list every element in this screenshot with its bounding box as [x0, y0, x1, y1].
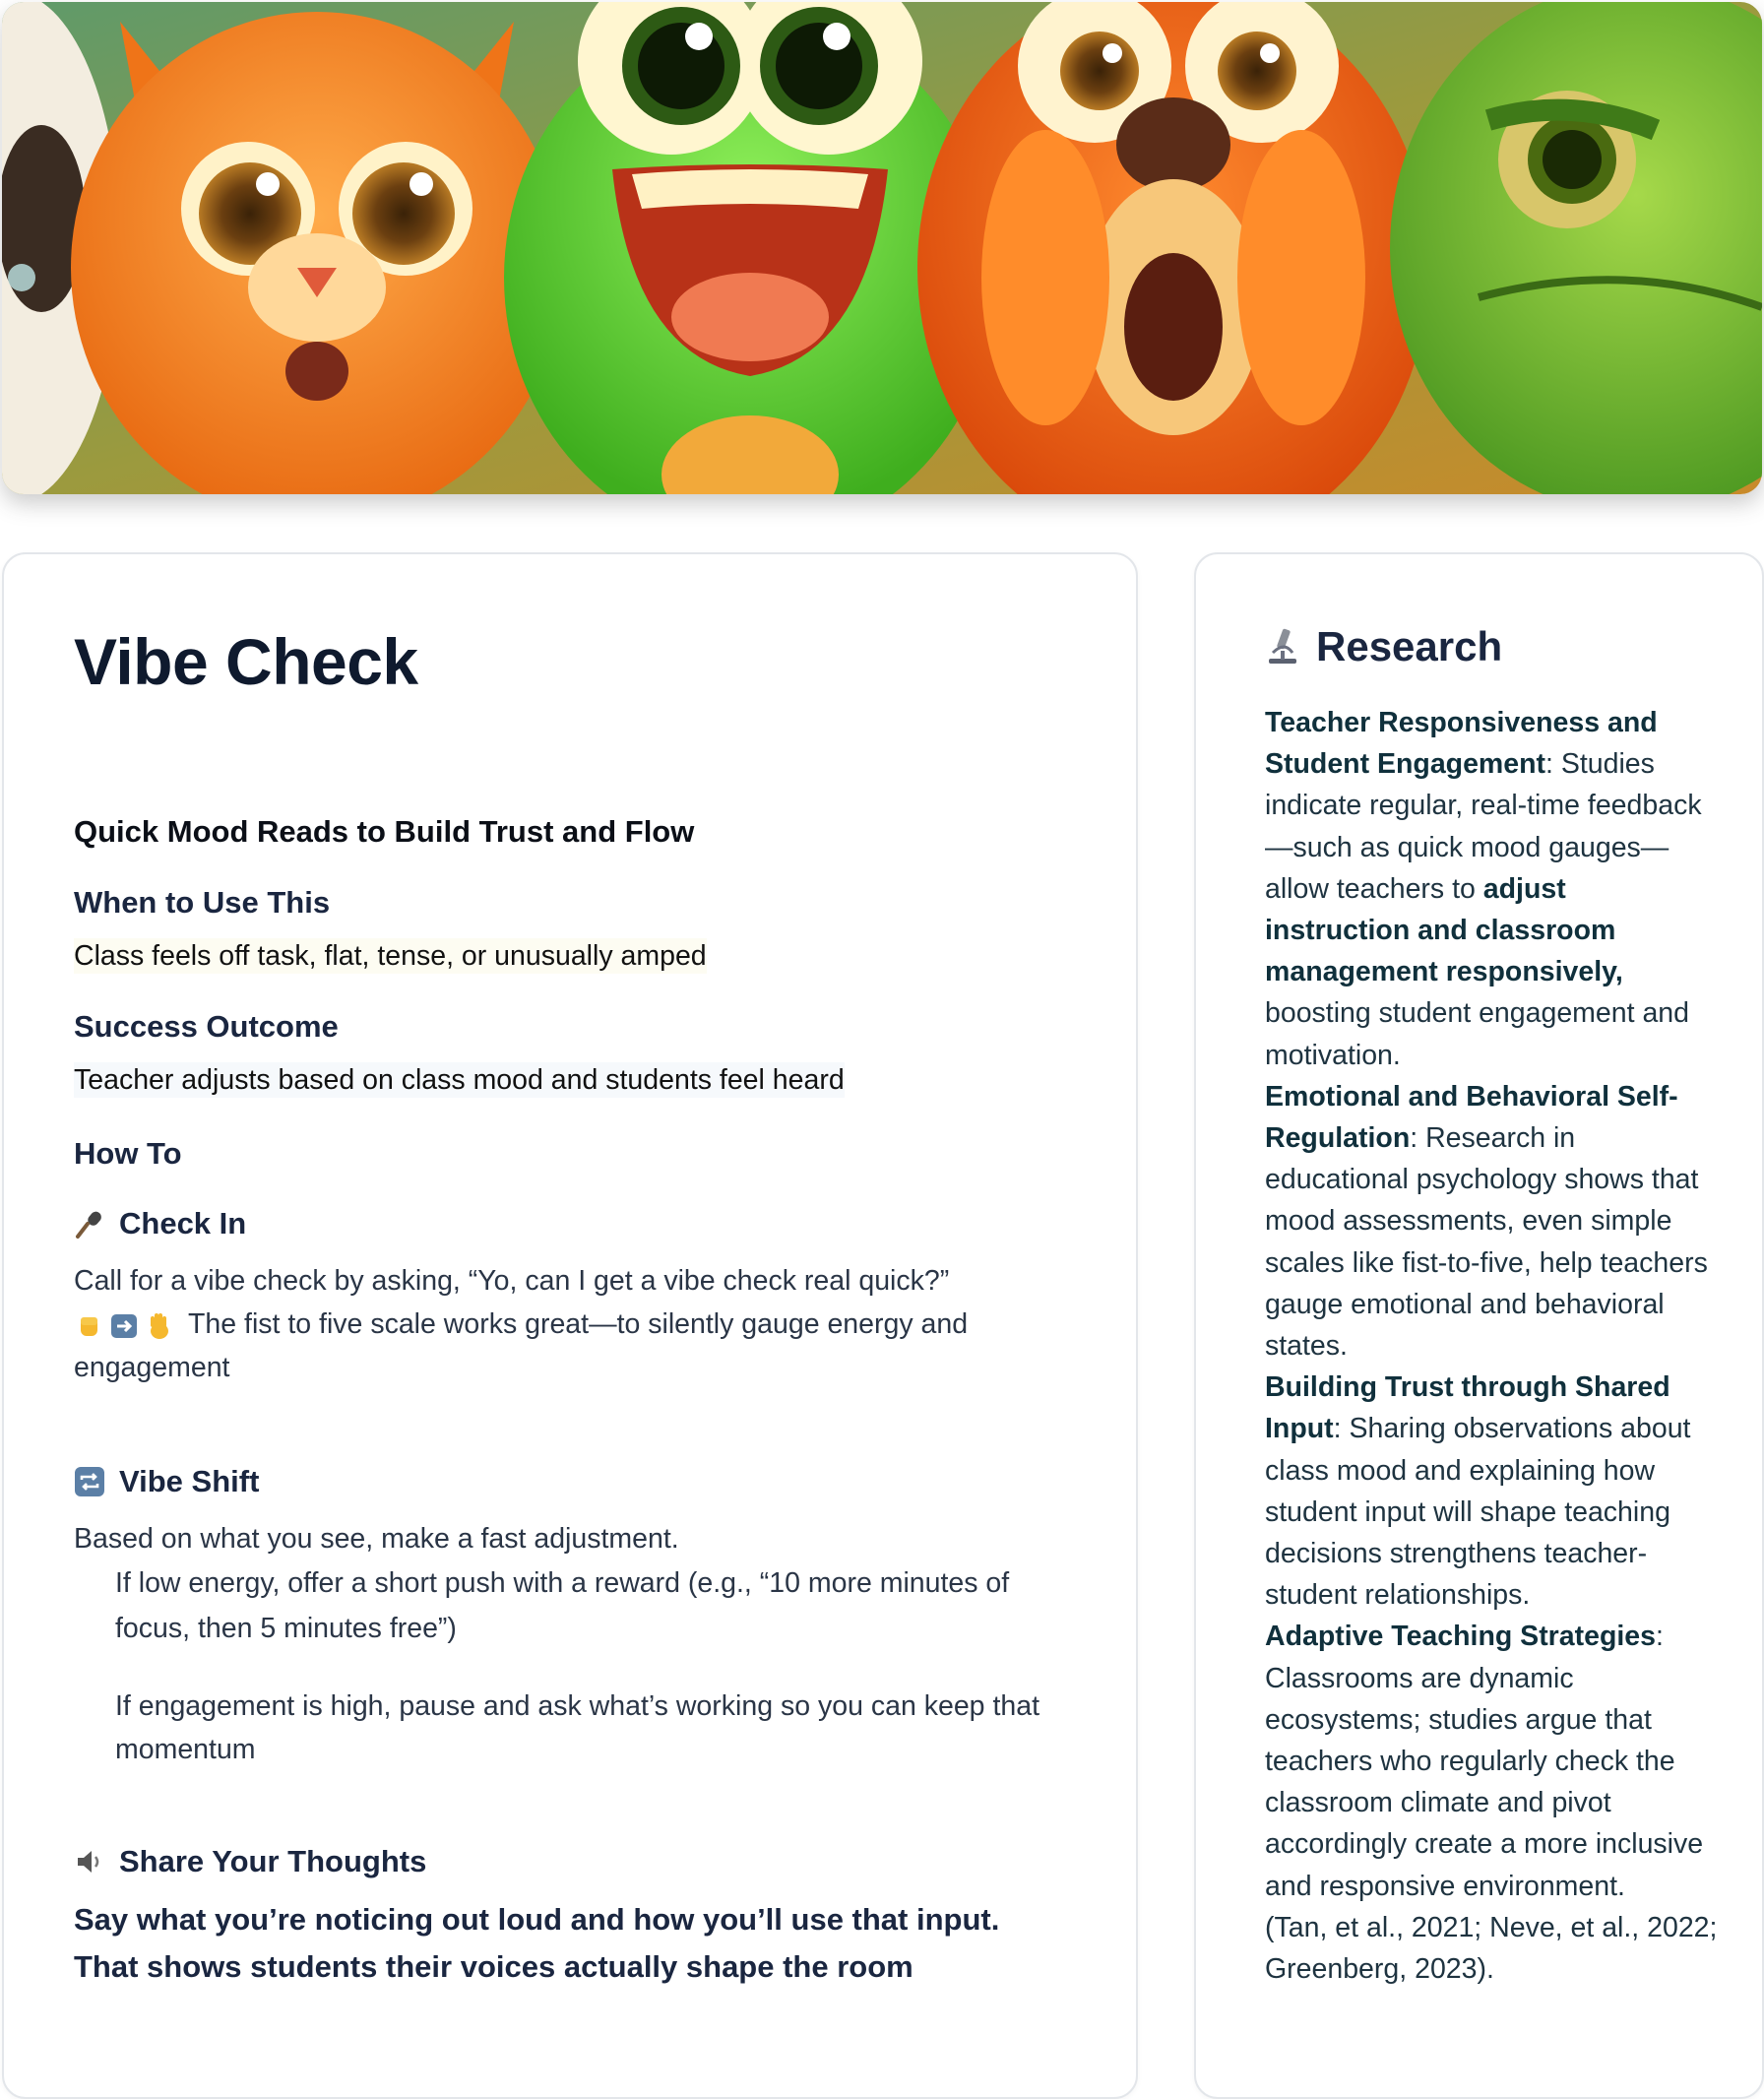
- research-p1-text: : Studies indicate regular, real-time feedback—such as quick mood gauges—allow teachers to: [1265, 748, 1702, 905]
- vibe-shift-item-high-engagement: If engagement is high, pause and ask what’s working so you can keep that momentum: [115, 1690, 1040, 1765]
- research-p1-heading: Teacher Responsiveness and Student Engagement: [1265, 707, 1658, 781]
- research-p1-text-end: boosting student engagement and motivation.: [1265, 997, 1690, 1071]
- hero-banner-image: [2, 2, 1762, 494]
- page-subtitle: Quick Mood Reads to Build Trust and Flow: [74, 814, 695, 849]
- research-card: [1194, 552, 1764, 2099]
- research-p2-text: : Research in educational psychology shows that mood assessments, even simple scales like fist-to-five, help teachers gauge emotional and behavioral states.: [1265, 1122, 1708, 1363]
- research-p1-emphasis: adjust instruction and classroom management responsively,: [1265, 872, 1623, 988]
- page-title: Vibe Check: [74, 625, 418, 698]
- research-title: Research: [1316, 623, 1503, 669]
- vibe-shift-item-low-energy: If low energy, offer a short push with a reward (e.g., “10 more minutes of focus, then 5 minutes free”): [115, 1567, 1010, 1644]
- speaker-icon: [74, 1846, 105, 1877]
- share-heading: Share Your Thoughts: [119, 1844, 427, 1878]
- vibe-shift-intro: Based on what you see, make a fast adjustment.: [74, 1523, 679, 1555]
- activity-card: [2, 552, 1138, 2099]
- success-body: Teacher adjusts based on class mood and students feel heard: [74, 1064, 845, 1096]
- right-arrow-icon: [109, 1310, 139, 1340]
- microscope-icon: [1265, 627, 1300, 667]
- raised-hand-icon: [145, 1310, 174, 1340]
- howto-heading: How To: [74, 1136, 182, 1171]
- when-heading: When to Use This: [74, 885, 331, 920]
- check-in-heading-row: [74, 1206, 246, 1241]
- when-body: Class feels off task, flat, tense, or unusually amped: [74, 940, 707, 972]
- repeat-arrows-icon: [74, 1466, 105, 1497]
- research-body: [1265, 702, 1718, 1990]
- vibe-shift-heading: Vibe Shift: [119, 1464, 260, 1498]
- check-in-heading: Check In: [119, 1206, 247, 1240]
- research-p3-text: : Sharing observations about class mood and explaining how student input will shape teaching decisions strengthens teacher-student relationships.: [1265, 1413, 1691, 1612]
- check-in-line1: Call for a vibe check by asking, “Yo, can I get a vibe check real quick?”: [74, 1265, 950, 1297]
- research-p4-heading: Adaptive Teaching Strategies: [1265, 1621, 1656, 1653]
- research-p4-text: : Classrooms are dynamic ecosystems; studies argue that teachers who regularly check the classroom climate and pivot accordingly create a more inclusive and responsive environment.: [1265, 1621, 1704, 1902]
- microphone-icon: [74, 1208, 105, 1240]
- raised-fist-icon: [74, 1310, 103, 1340]
- research-p2-heading: Emotional and Behavioral Self-Regulation: [1265, 1080, 1678, 1155]
- vibe-shift-heading-row: [74, 1464, 259, 1499]
- research-citation: (Tan, et al., 2021; Neve, et al., 2022; Greenberg, 2023).: [1265, 1911, 1718, 1986]
- research-title-row: [1265, 623, 1718, 670]
- check-in-line2-row: [74, 1303, 1058, 1389]
- success-heading: Success Outcome: [74, 1009, 339, 1044]
- research-p3-heading: Building Trust through Shared Input: [1265, 1371, 1670, 1445]
- share-body: Say what you’re noticing out loud and how you’ll use that input. That shows students their voices actually shape the room: [74, 1902, 1000, 1984]
- check-in-line2: The fist to five scale works great—to silently gauge energy and engagement: [74, 1308, 969, 1383]
- share-heading-row: [74, 1844, 426, 1879]
